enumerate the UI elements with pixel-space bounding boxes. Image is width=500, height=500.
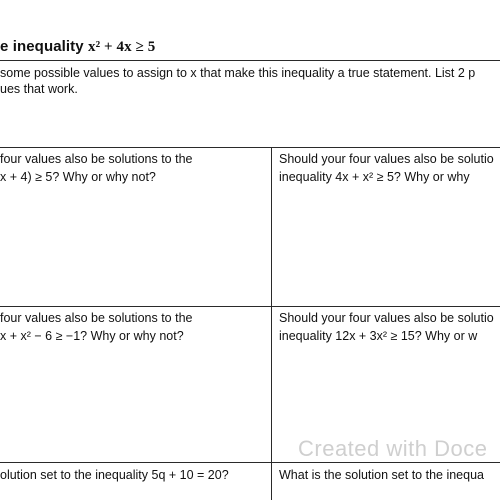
question-mid-right-line-1: Should your four values also be solutio [279,311,494,325]
instructions-line-2: ues that work. [0,82,78,96]
instructions-line-1: some possible values to assign to x that make this inequality a true statement. List 2 p [0,66,476,80]
question-top-right-line-1: Should your four values also be solutio [279,152,494,166]
title-inequality: x² + 4x ≥ 5 [88,39,156,55]
question-top-left-line-2: x + 4) ≥ 5? Why or why not? [0,170,156,184]
question-top-left [0,150,268,186]
question-mid-right-line-2: inequality 12x + 3x² ≥ 15? Why or w [279,329,478,343]
grid-vertical-divider [271,147,272,500]
title-text: e inequality [0,38,88,55]
page-title [0,38,155,56]
grid-bottom-border [0,462,500,463]
watermark: Created with Doce [298,436,488,461]
question-mid-left-line-2: x + x² − 6 ≥ −1? Why or why not? [0,329,184,343]
question-top-right-line-2: inequality 4x + x² ≥ 5? Why or why [279,170,470,184]
question-bottom-left: olution set to the inequality 5q + 10 = 20? [0,468,229,482]
instructions [0,65,500,97]
question-mid-left-line-1: four values also be solutions to the [0,311,193,325]
question-mid-left [0,309,268,345]
grid-middle-border [0,306,500,307]
question-bottom-right: What is the solution set to the inequa [279,468,484,482]
question-top-left-line-1: four values also be solutions to the [0,152,193,166]
grid-top-border [0,147,500,148]
question-mid-right [279,309,500,345]
title-divider [0,60,500,61]
question-top-right [279,150,500,186]
